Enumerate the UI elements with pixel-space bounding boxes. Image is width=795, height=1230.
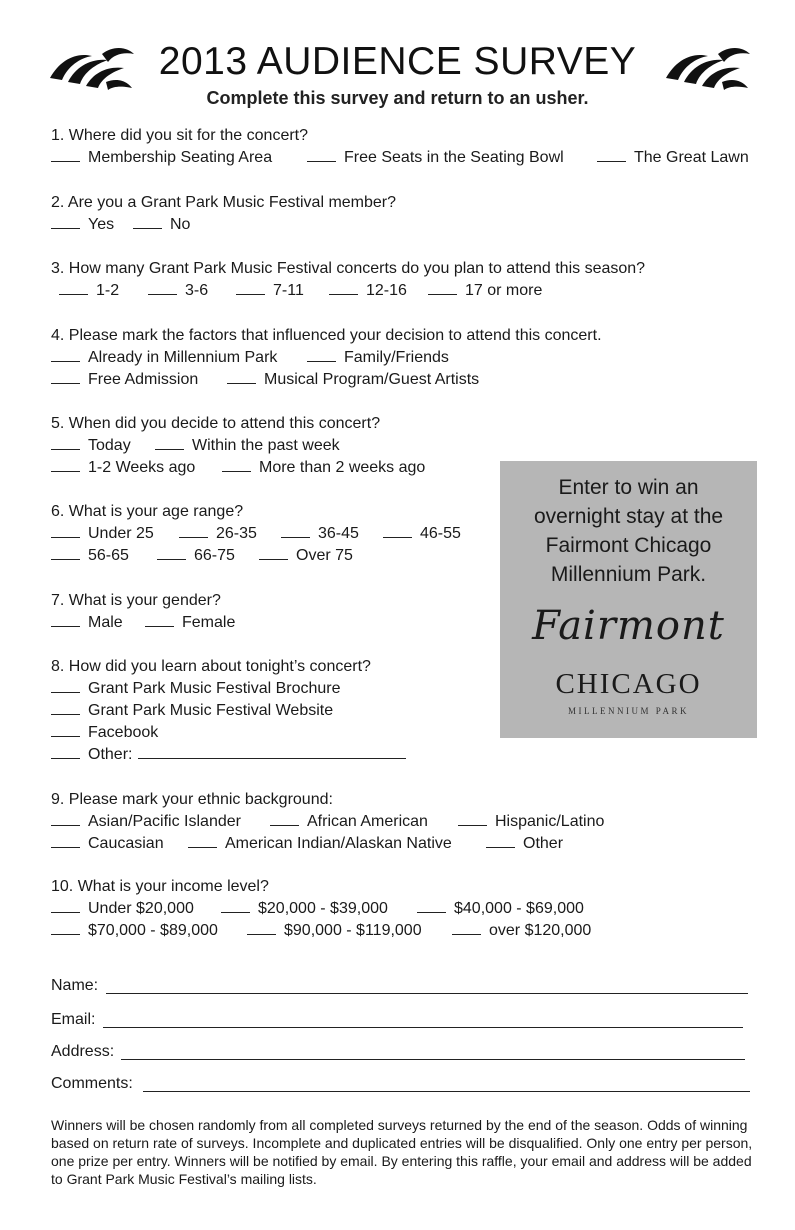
option[interactable]: $70,000 - $89,000 [51, 920, 247, 942]
question-7 [51, 590, 235, 634]
name-line[interactable] [106, 993, 748, 994]
option[interactable]: 3-6 [148, 280, 236, 302]
question-6 [51, 501, 461, 567]
option[interactable]: 46-55 [383, 523, 461, 545]
fairmont-logo-park: MILLENNIUM PARK [568, 706, 689, 716]
option[interactable]: 66-75 [157, 545, 259, 567]
question-text: 5. When did you decide to attend this concert? [51, 415, 381, 432]
option[interactable]: Membership Seating Area [51, 147, 307, 169]
email-line[interactable] [103, 1027, 743, 1028]
question-9 [51, 789, 604, 855]
fairmont-promo-box [500, 461, 757, 738]
option[interactable]: The Great Lawn [597, 147, 749, 169]
option[interactable]: Other [486, 833, 563, 855]
option[interactable]: Musical Program/Guest Artists [227, 369, 479, 391]
option-other[interactable]: Other: [51, 744, 406, 766]
question-10 [51, 876, 591, 942]
option[interactable]: Facebook [51, 722, 158, 744]
page-subtitle: Complete this survey and return to an usher. [206, 88, 589, 108]
option[interactable]: Female [145, 612, 235, 634]
address-line[interactable] [121, 1059, 745, 1060]
option[interactable]: Free Seats in the Seating Bowl [307, 147, 597, 169]
option[interactable]: Under 25 [51, 523, 179, 545]
address-label: Address: [51, 1043, 115, 1060]
email-field[interactable] [51, 1009, 743, 1031]
option[interactable]: 1-2 [59, 280, 148, 302]
option[interactable]: $90,000 - $119,000 [247, 920, 452, 942]
option[interactable]: American Indian/Alaskan Native [188, 833, 486, 855]
option[interactable]: Grant Park Music Festival Website [51, 700, 333, 722]
question-text: 9. Please mark your ethnic background: [51, 791, 333, 808]
question-text: 6. What is your age range? [51, 503, 244, 520]
question-text: 3. How many Grant Park Music Festival concerts do you plan to attend this season? [51, 260, 646, 277]
address-field[interactable] [51, 1041, 745, 1063]
option[interactable]: Under $20,000 [51, 898, 221, 920]
fairmont-logo-city: CHICAGO [555, 668, 702, 700]
option[interactable]: Male [51, 612, 145, 634]
question-8 [51, 656, 406, 766]
option[interactable]: 7-11 [236, 280, 329, 302]
option[interactable]: 36-45 [281, 523, 383, 545]
question-text: 2. Are you a Grant Park Music Festival member? [51, 194, 397, 211]
swirl-logo-icon [662, 42, 754, 94]
option[interactable]: 56-65 [51, 545, 157, 567]
name-label: Name: [51, 977, 99, 994]
comments-line[interactable] [143, 1091, 750, 1092]
option[interactable]: More than 2 weeks ago [222, 457, 425, 479]
option[interactable]: 12-16 [329, 280, 428, 302]
option[interactable]: Yes [51, 214, 133, 236]
question-3 [51, 258, 645, 302]
email-label: Email: [51, 1011, 96, 1028]
raffle-disclaimer: Winners will be chosen randomly from all completed surveys returned by the end of the season. Odds of winning based on return rate of surveys. Incomplete and duplicated entries will be disqualified. Only one entry per person, one prize per entry. Winners will be notified by email. By entering this raffle, your email and address will be added to Grant Park Music Festival’s mailing lists. [51, 1117, 753, 1187]
question-text: 8. How did you learn about tonight’s concert? [51, 658, 371, 675]
question-4 [51, 325, 602, 391]
page-title: 2013 AUDIENCE SURVEY [158, 40, 637, 83]
question-text: 4. Please mark the factors that influenced your decision to attend this concert. [51, 327, 602, 344]
option[interactable]: Asian/Pacific Islander [51, 811, 270, 833]
option[interactable]: Today [51, 435, 155, 457]
promo-text: Enter to win an overnight stay at the Fairmont Chicago Millennium Park. [533, 476, 724, 586]
question-5 [51, 413, 425, 479]
option[interactable]: Over 75 [259, 545, 353, 567]
option[interactable]: Free Admission [51, 369, 227, 391]
option[interactable]: over $120,000 [452, 920, 591, 942]
option[interactable]: $40,000 - $69,000 [417, 898, 584, 920]
survey-header [0, 28, 795, 108]
option[interactable]: Family/Friends [307, 347, 449, 369]
option[interactable]: Within the past week [155, 435, 340, 457]
question-text: 10. What is your income level? [51, 878, 269, 895]
comments-field[interactable] [51, 1073, 750, 1095]
other-text-line[interactable] [138, 744, 406, 759]
option[interactable]: Grant Park Music Festival Brochure [51, 678, 341, 700]
name-field[interactable] [51, 975, 748, 997]
option[interactable]: No [133, 214, 190, 236]
option[interactable]: Caucasian [51, 833, 188, 855]
question-2 [51, 192, 396, 236]
fairmont-logo-script: Fairmont [532, 603, 725, 649]
option[interactable]: $20,000 - $39,000 [221, 898, 417, 920]
option[interactable]: 17 or more [428, 280, 542, 302]
option[interactable]: Already in Millennium Park [51, 347, 307, 369]
comments-label: Comments: [51, 1075, 133, 1092]
question-text: 7. What is your gender? [51, 592, 221, 609]
question-1 [51, 125, 749, 169]
option[interactable]: African American [270, 811, 458, 833]
option[interactable]: 1-2 Weeks ago [51, 457, 222, 479]
option[interactable]: 26-35 [179, 523, 281, 545]
question-text: 1. Where did you sit for the concert? [51, 127, 309, 144]
option[interactable]: Hispanic/Latino [458, 811, 604, 833]
